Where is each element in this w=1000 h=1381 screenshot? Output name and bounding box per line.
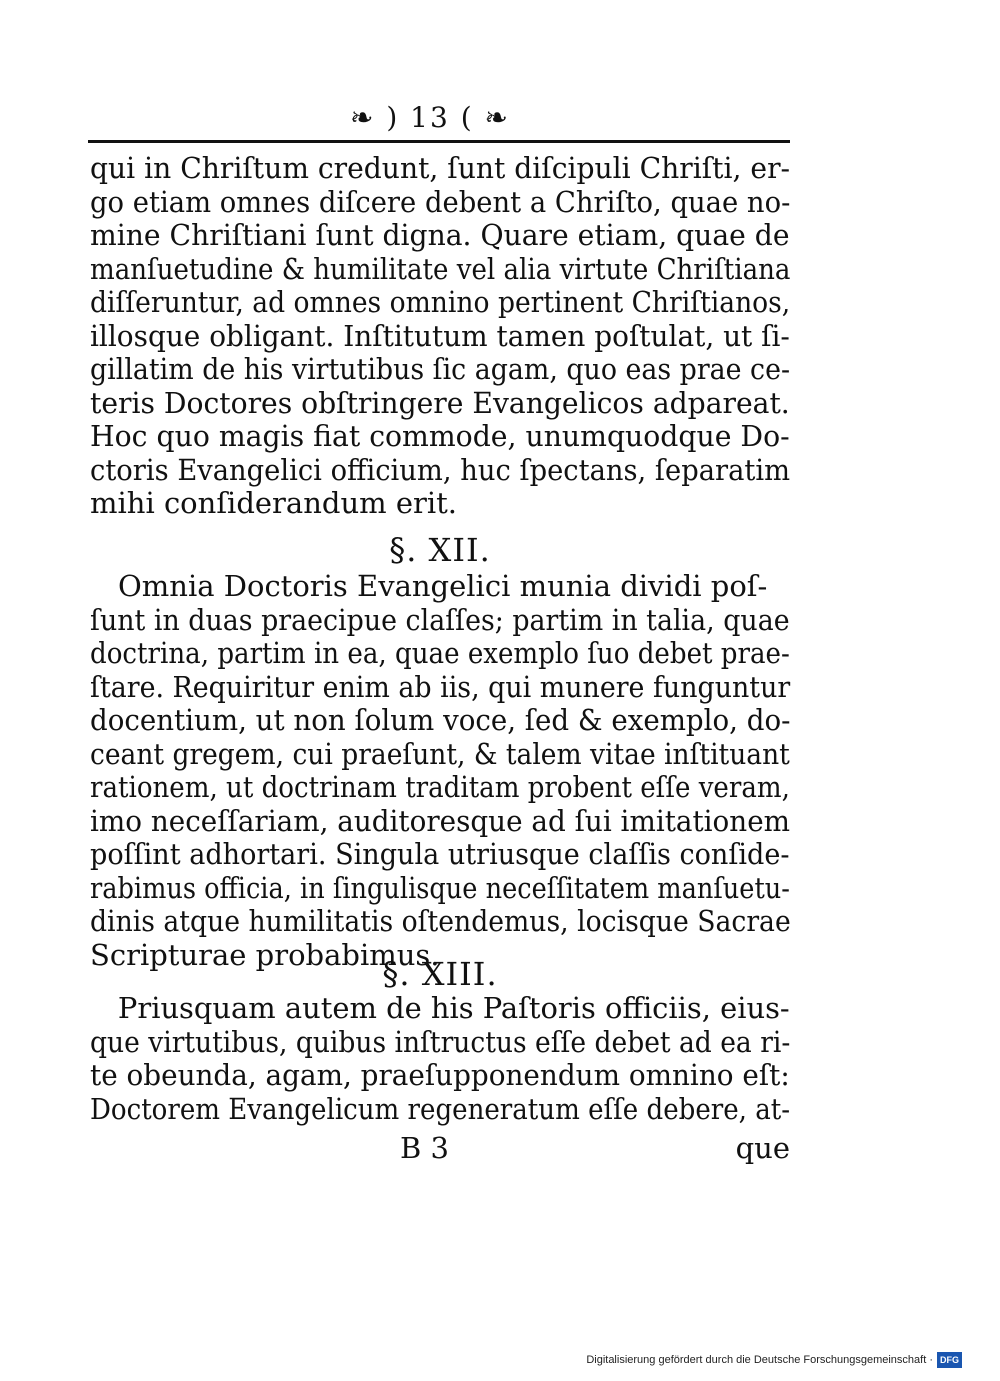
text-line: que virtutibus, quibus inſtructus eſſe debet ad ea ri- [90,1024,791,1059]
text-line: Scripturae probabimus. [90,937,440,972]
section-xiii-body [90,992,790,1126]
text-line: Omnia Doctoris Evangelici munia dividi poſ- [118,569,768,603]
section-heading-xiii: §. XIII. [382,955,498,993]
text-line: gillatim de his virtutibus ſic agam, quo eas prae ce- [90,352,791,386]
text-line: teris Doctores obſtringere Evangelicos adpareat. [90,385,790,420]
footer-text: Digitalisierung gefördert durch die Deutsche Forschungsgemeinschaft · [586,1354,933,1366]
text-line: mine Chriſtiani ſunt digna. Quare etiam, quae de [90,218,790,252]
text-line: ceant gregem, cui praeſunt, & talem vitae inſtituant [90,736,790,771]
text-line: ctoris Evangelici officium, huc ſpectans, ſeparatim [90,452,791,487]
text-line: rabimus officia, in ſingulisque neceſſitatem manſuetu- [90,870,790,905]
text-line: diſſeruntur, ad omnes omnino pertinent Chriſtianos, [90,285,791,319]
text-line: poſſint adhortari. Singula utriusque claſſis conſide- [90,837,790,871]
section-xii-body [90,570,790,972]
text-line: te obeunda, agam, praeſupponendum omnino eſt: [90,1058,790,1092]
text-line: go etiam omnes diſcere debent a Chriſto, quae no- [90,184,791,219]
page-header: ❧ ) 13 ( ❧ [350,101,510,134]
digitization-footer [586,1351,962,1369]
text-line: Priusquam autem de his Paſtoris officiis, eius- [117,991,790,1025]
text-line: illosque obligant. Inſtitutum tamen poſtulat, ut ſi- [90,318,790,353]
text-line: imo neceſſariam, auditoresque ad ſui imitationem [90,803,791,838]
header-rule [88,140,790,143]
section-heading-xii: §. XII. [389,531,491,569]
text-line: qui in Chriſtum credunt, ſunt diſcipuli Chriſti, er- [90,151,791,185]
catchline [90,1130,790,1166]
signature-mark: B 3 [400,1131,449,1165]
text-line: rationem, ut doctrinam traditam probent eſſe veram, [90,770,790,804]
text-line: ſtare. Requiritur enim ab iis, qui munere funguntur [90,669,791,704]
dfg-logo-icon: DFG [937,1352,962,1368]
text-line: doctrina, partim in ea, quae exemplo ſuo debet prae- [90,636,790,670]
catchword: que [735,1131,790,1165]
text-line: docentium, ut non ſolum voce, ſed & exemplo, do- [90,703,791,737]
text-line: mihi conſiderandum erit. [90,486,458,520]
text-line: dinis atque humilitatis oſtendemus, locisque Sacrae [90,904,791,938]
text-line: Hoc quo magis fiat commode, unumquodque Do- [90,419,790,453]
text-line: manſuetudine & humilitate vel alia virtute Chriſtiana [90,251,791,286]
text-line: ſunt in duas praecipue claſſes; partim in talia, quae [90,602,790,637]
text-line: Doctorem Evangelicum regeneratum eſſe debere, at- [90,1091,791,1126]
paragraph-1 [90,152,790,521]
